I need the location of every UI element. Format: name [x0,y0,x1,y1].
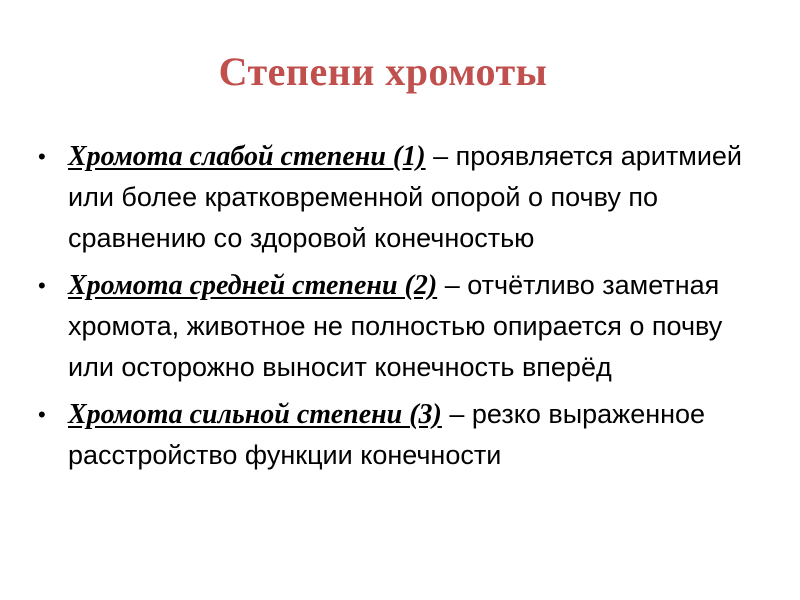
bullet-term: Хромота сильной степени (3) [68,399,442,430]
bullet-dot-icon: • [38,144,46,169]
bullet-description: – проявляется аритмией или более кратковременной опорой о почву по сравнению со здоровой конечностью [68,141,742,253]
bullet-term: Хромота средней степени (2) [68,270,438,301]
bullet-item-mild [36,136,766,259]
bullet-list [36,136,766,482]
bullet-description: – отчётливо заметная хромота, животное не полностью опирается о почву или осторожно выносит конечность вперёд [68,270,723,382]
bullet-term: Хромота слабой степени (1) [68,141,426,172]
slide-title: Степени хромоты [218,49,548,94]
bullet-item-severe [36,394,766,476]
bullet-dot-icon: • [38,402,46,427]
bullet-dot-icon: • [38,273,46,298]
bullet-item-moderate [36,265,766,388]
bullet-description: – резко выраженное расстройство функции конечности [68,399,706,470]
